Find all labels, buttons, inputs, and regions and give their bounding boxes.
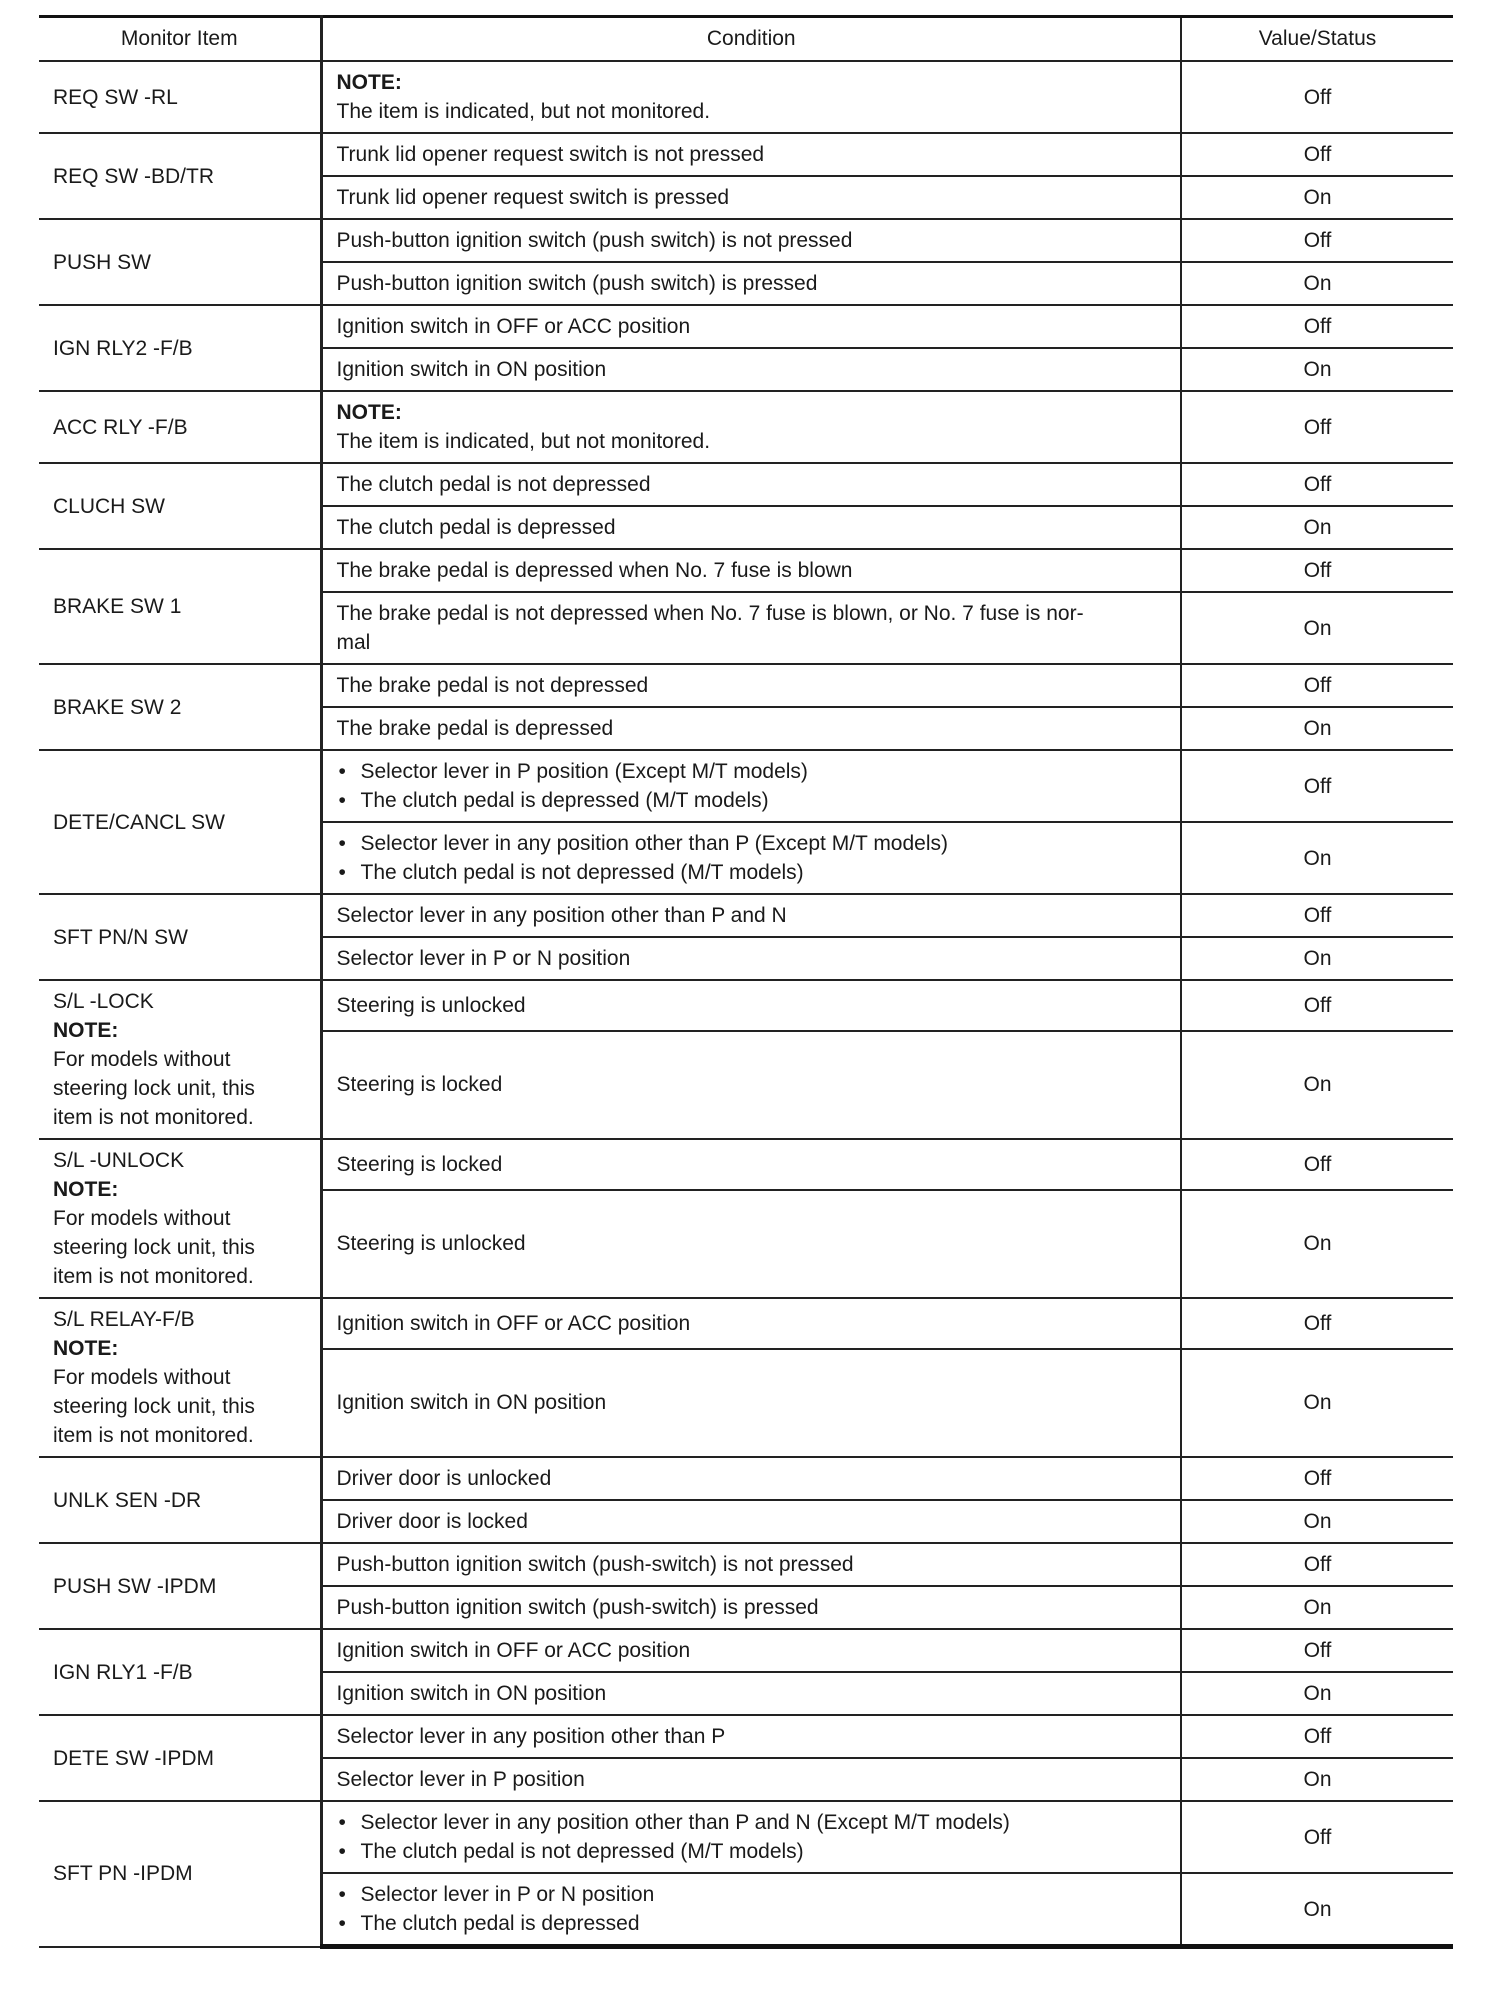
item-note-text: For models without <box>53 1366 231 1389</box>
condition-cell <box>321 707 1181 750</box>
monitor-item-name: S/L RELAY-F/B <box>53 1308 195 1331</box>
condition-cell <box>321 1349 1181 1457</box>
condition-text: Driver door is locked <box>336 1510 528 1533</box>
condition-text: The item is indicated, but not monitored. <box>336 100 711 123</box>
value-status-cell: Off <box>1181 305 1453 348</box>
value-status-cell: On <box>1181 506 1453 549</box>
condition-cell <box>321 1543 1181 1586</box>
condition-cell <box>321 1500 1181 1543</box>
monitor-item-name: IGN RLY1 -F/B <box>53 1660 193 1684</box>
condition-bullet-item: • The clutch pedal is depressed <box>337 1909 1181 1938</box>
value-status-cell: On <box>1181 1349 1453 1457</box>
table-row <box>39 463 1453 506</box>
value-status-cell: Off <box>1181 1715 1453 1758</box>
value-status-cell: Off <box>1181 894 1453 937</box>
value-status-cell: On <box>1181 1672 1453 1715</box>
table-row <box>39 750 1453 822</box>
condition-cell <box>321 1190 1181 1298</box>
condition-text: Trunk lid opener request switch is not pressed <box>336 143 765 166</box>
condition-cell <box>321 1672 1181 1715</box>
condition-text: The item is indicated, but not monitored. <box>336 430 711 453</box>
value-status-cell: Off <box>1181 391 1453 463</box>
condition-cell <box>321 980 1181 1031</box>
table-row <box>39 549 1453 592</box>
monitor-item-table <box>39 15 1453 1949</box>
table-row <box>39 1629 1453 1672</box>
monitor-item-cell <box>39 664 321 750</box>
condition-text: Push-button ignition switch (push switch) is not pressed <box>336 229 853 252</box>
header-condition: Condition <box>321 17 1181 62</box>
condition-cell <box>321 1758 1181 1801</box>
monitor-item-name: SFT PN/N SW <box>53 925 188 949</box>
condition-cell <box>321 1586 1181 1629</box>
condition-cell <box>321 262 1181 305</box>
condition-text: The clutch pedal is depressed <box>336 516 616 539</box>
monitor-item-cell <box>39 1298 321 1457</box>
condition-bullet-item: • Selector lever in P or N position <box>337 1880 1181 1909</box>
condition-bullet-list <box>337 1880 1181 1938</box>
value-status-cell: On <box>1181 348 1453 391</box>
condition-cell <box>321 1715 1181 1758</box>
condition-cell <box>321 894 1181 937</box>
value-status-cell: On <box>1181 707 1453 750</box>
value-status-cell: On <box>1181 176 1453 219</box>
value-status-cell: On <box>1181 1500 1453 1543</box>
value-status-cell: Off <box>1181 1629 1453 1672</box>
monitor-item-cell <box>39 1543 321 1629</box>
condition-cell <box>321 750 1181 822</box>
monitor-item-cell <box>39 1801 321 1947</box>
condition-text: The brake pedal is not depressed <box>336 674 649 697</box>
table-row <box>39 133 1453 176</box>
monitor-item-cell <box>39 219 321 305</box>
monitor-item-cell <box>39 750 321 894</box>
header-monitor-item: Monitor Item <box>39 17 321 62</box>
condition-text: Ignition switch in ON position <box>336 1391 607 1415</box>
condition-bullet-item: • The clutch pedal is not depressed (M/T models) <box>337 1837 1181 1866</box>
condition-text: Selector lever in any position other than P <box>336 1725 726 1748</box>
item-note-text: steering lock unit, this <box>53 1236 255 1259</box>
condition-text: Ignition switch in ON position <box>336 358 607 381</box>
condition-cell <box>321 937 1181 980</box>
item-note-text: item is not monitored. <box>53 1265 254 1288</box>
monitor-item-name: CLUCH SW <box>53 494 166 518</box>
condition-cell <box>321 506 1181 549</box>
monitor-item-name: ACC RLY -F/B <box>53 415 188 439</box>
condition-cell <box>321 463 1181 506</box>
condition-cell <box>321 133 1181 176</box>
table-row <box>39 1543 1453 1586</box>
monitor-item-name: REQ SW -BD/TR <box>53 164 214 188</box>
value-status-cell: Off <box>1181 980 1453 1031</box>
condition-text-continued: mal <box>336 631 371 654</box>
value-status-cell: Off <box>1181 219 1453 262</box>
monitor-item-cell <box>39 1457 321 1543</box>
condition-note-label: NOTE: <box>336 71 402 94</box>
value-status-cell: On <box>1181 1586 1453 1629</box>
condition-text: The brake pedal is not depressed when No. 7 fuse is blown, or No. 7 fuse is nor- <box>336 602 1084 625</box>
monitor-item-name: UNLK SEN -DR <box>53 1488 202 1512</box>
condition-bullet-item: • The clutch pedal is depressed (M/T models) <box>337 786 1181 815</box>
monitor-item-cell <box>39 391 321 463</box>
table-row <box>39 1457 1453 1500</box>
monitor-item-name: PUSH SW -IPDM <box>53 1574 217 1598</box>
item-note-text: item is not monitored. <box>53 1424 254 1447</box>
value-status-cell: On <box>1181 1873 1453 1947</box>
condition-cell <box>321 1139 1181 1190</box>
value-status-cell: On <box>1181 262 1453 305</box>
table-row <box>39 305 1453 348</box>
monitor-item-cell <box>39 1629 321 1715</box>
condition-cell <box>321 1298 1181 1349</box>
header-value-status: Value/Status <box>1181 17 1453 62</box>
condition-text: Trunk lid opener request switch is pressed <box>336 186 730 209</box>
condition-cell <box>321 664 1181 707</box>
condition-note-label: NOTE: <box>336 401 402 424</box>
condition-cell <box>321 1457 1181 1500</box>
condition-cell <box>321 61 1181 133</box>
table-row <box>39 1298 1453 1349</box>
value-status-cell: Off <box>1181 1457 1453 1500</box>
monitor-item-name: S/L -UNLOCK <box>53 1149 185 1172</box>
condition-text: Ignition switch in ON position <box>336 1682 607 1705</box>
value-status-cell: On <box>1181 592 1453 664</box>
value-status-cell: Off <box>1181 1801 1453 1873</box>
condition-bullet-item: • Selector lever in P position (Except M/T models) <box>337 757 1181 786</box>
monitor-item-name: DETE SW -IPDM <box>53 1746 214 1770</box>
table-body <box>39 61 1453 1947</box>
condition-bullet-list <box>337 1808 1181 1866</box>
monitor-item-cell <box>39 549 321 664</box>
condition-cell <box>321 348 1181 391</box>
condition-bullet-item: • The clutch pedal is not depressed (M/T models) <box>337 858 1181 887</box>
condition-cell <box>321 1031 1181 1139</box>
item-note-label: NOTE: <box>53 1178 119 1201</box>
item-note-text: For models without <box>53 1207 231 1230</box>
monitor-item-name: SFT PN -IPDM <box>53 1862 193 1886</box>
value-status-cell: Off <box>1181 61 1453 133</box>
table-row <box>39 1801 1453 1873</box>
monitor-item-cell <box>39 61 321 133</box>
monitor-item-name: S/L -LOCK <box>53 990 154 1013</box>
value-status-cell: On <box>1181 1190 1453 1298</box>
condition-text: Steering is unlocked <box>336 1232 526 1256</box>
condition-text: The brake pedal is depressed when No. 7 fuse is blown <box>336 559 853 582</box>
item-note-text: For models without <box>53 1048 231 1071</box>
table-row <box>39 980 1453 1031</box>
condition-text: Steering is locked <box>336 1073 503 1097</box>
value-status-cell: Off <box>1181 750 1453 822</box>
condition-cell <box>321 1629 1181 1672</box>
condition-bullet-list <box>337 829 1181 887</box>
monitor-item-cell <box>39 305 321 391</box>
item-note-label: NOTE: <box>53 1019 119 1042</box>
table-row <box>39 1715 1453 1758</box>
value-status-cell: On <box>1181 822 1453 894</box>
condition-bullet-list <box>337 757 1181 815</box>
condition-text: Ignition switch in OFF or ACC position <box>336 315 691 338</box>
condition-cell <box>321 391 1181 463</box>
monitor-item-cell <box>39 1715 321 1801</box>
condition-cell <box>321 1873 1181 1947</box>
table-row <box>39 894 1453 937</box>
monitor-item-cell <box>39 133 321 219</box>
monitor-item-name: DETE/CANCL SW <box>53 810 225 834</box>
monitor-item-cell <box>39 980 321 1139</box>
table-row <box>39 391 1453 463</box>
condition-cell <box>321 822 1181 894</box>
condition-text: The clutch pedal is not depressed <box>336 473 651 496</box>
condition-text: Steering is locked <box>336 1152 503 1176</box>
table-row <box>39 664 1453 707</box>
condition-cell <box>321 176 1181 219</box>
value-status-cell: On <box>1181 937 1453 980</box>
monitor-item-cell <box>39 1139 321 1298</box>
condition-cell <box>321 219 1181 262</box>
condition-cell <box>321 592 1181 664</box>
monitor-item-name: BRAKE SW 1 <box>53 595 182 618</box>
value-status-cell: Off <box>1181 463 1453 506</box>
value-status-cell: Off <box>1181 133 1453 176</box>
value-status-cell: On <box>1181 1758 1453 1801</box>
condition-cell <box>321 305 1181 348</box>
value-status-cell: Off <box>1181 1543 1453 1586</box>
condition-cell <box>321 1801 1181 1873</box>
condition-text: Push-button ignition switch (push switch) is pressed <box>336 272 818 295</box>
condition-cell <box>321 549 1181 592</box>
monitor-item-name: REQ SW -RL <box>53 85 178 109</box>
monitor-item-cell <box>39 463 321 549</box>
item-note-text: item is not monitored. <box>53 1106 254 1129</box>
condition-bullet-item: • Selector lever in any position other than P and N (Except M/T models) <box>337 1808 1181 1837</box>
value-status-cell: Off <box>1181 1298 1453 1349</box>
condition-text: Selector lever in P or N position <box>336 947 631 970</box>
value-status-cell: Off <box>1181 549 1453 592</box>
condition-text: Ignition switch in OFF or ACC position <box>336 1639 691 1662</box>
condition-text: Driver door is unlocked <box>336 1467 552 1490</box>
item-note-text: steering lock unit, this <box>53 1077 255 1100</box>
condition-text: Push-button ignition switch (push-switch) is not pressed <box>336 1553 854 1576</box>
table-row <box>39 1139 1453 1190</box>
condition-text: Steering is unlocked <box>336 993 526 1017</box>
condition-text: Selector lever in P position <box>336 1768 585 1791</box>
value-status-cell: Off <box>1181 1139 1453 1190</box>
condition-text: Selector lever in any position other than P and N <box>336 904 787 927</box>
condition-text: Ignition switch in OFF or ACC position <box>336 1311 691 1335</box>
value-status-cell: Off <box>1181 664 1453 707</box>
header-row <box>39 17 1453 62</box>
table-row <box>39 219 1453 262</box>
item-note-label: NOTE: <box>53 1337 119 1360</box>
table-row <box>39 61 1453 133</box>
condition-text: The brake pedal is depressed <box>336 717 614 740</box>
condition-bullet-item: • Selector lever in any position other than P (Except M/T models) <box>337 829 1181 858</box>
value-status-cell: On <box>1181 1031 1453 1139</box>
monitor-item-name: PUSH SW <box>53 250 152 274</box>
monitor-item-cell <box>39 894 321 980</box>
monitor-item-name: IGN RLY2 -F/B <box>53 336 193 360</box>
monitor-item-name: BRAKE SW 2 <box>53 695 182 719</box>
condition-text: Push-button ignition switch (push-switch) is pressed <box>336 1596 819 1619</box>
item-note-text: steering lock unit, this <box>53 1395 255 1418</box>
